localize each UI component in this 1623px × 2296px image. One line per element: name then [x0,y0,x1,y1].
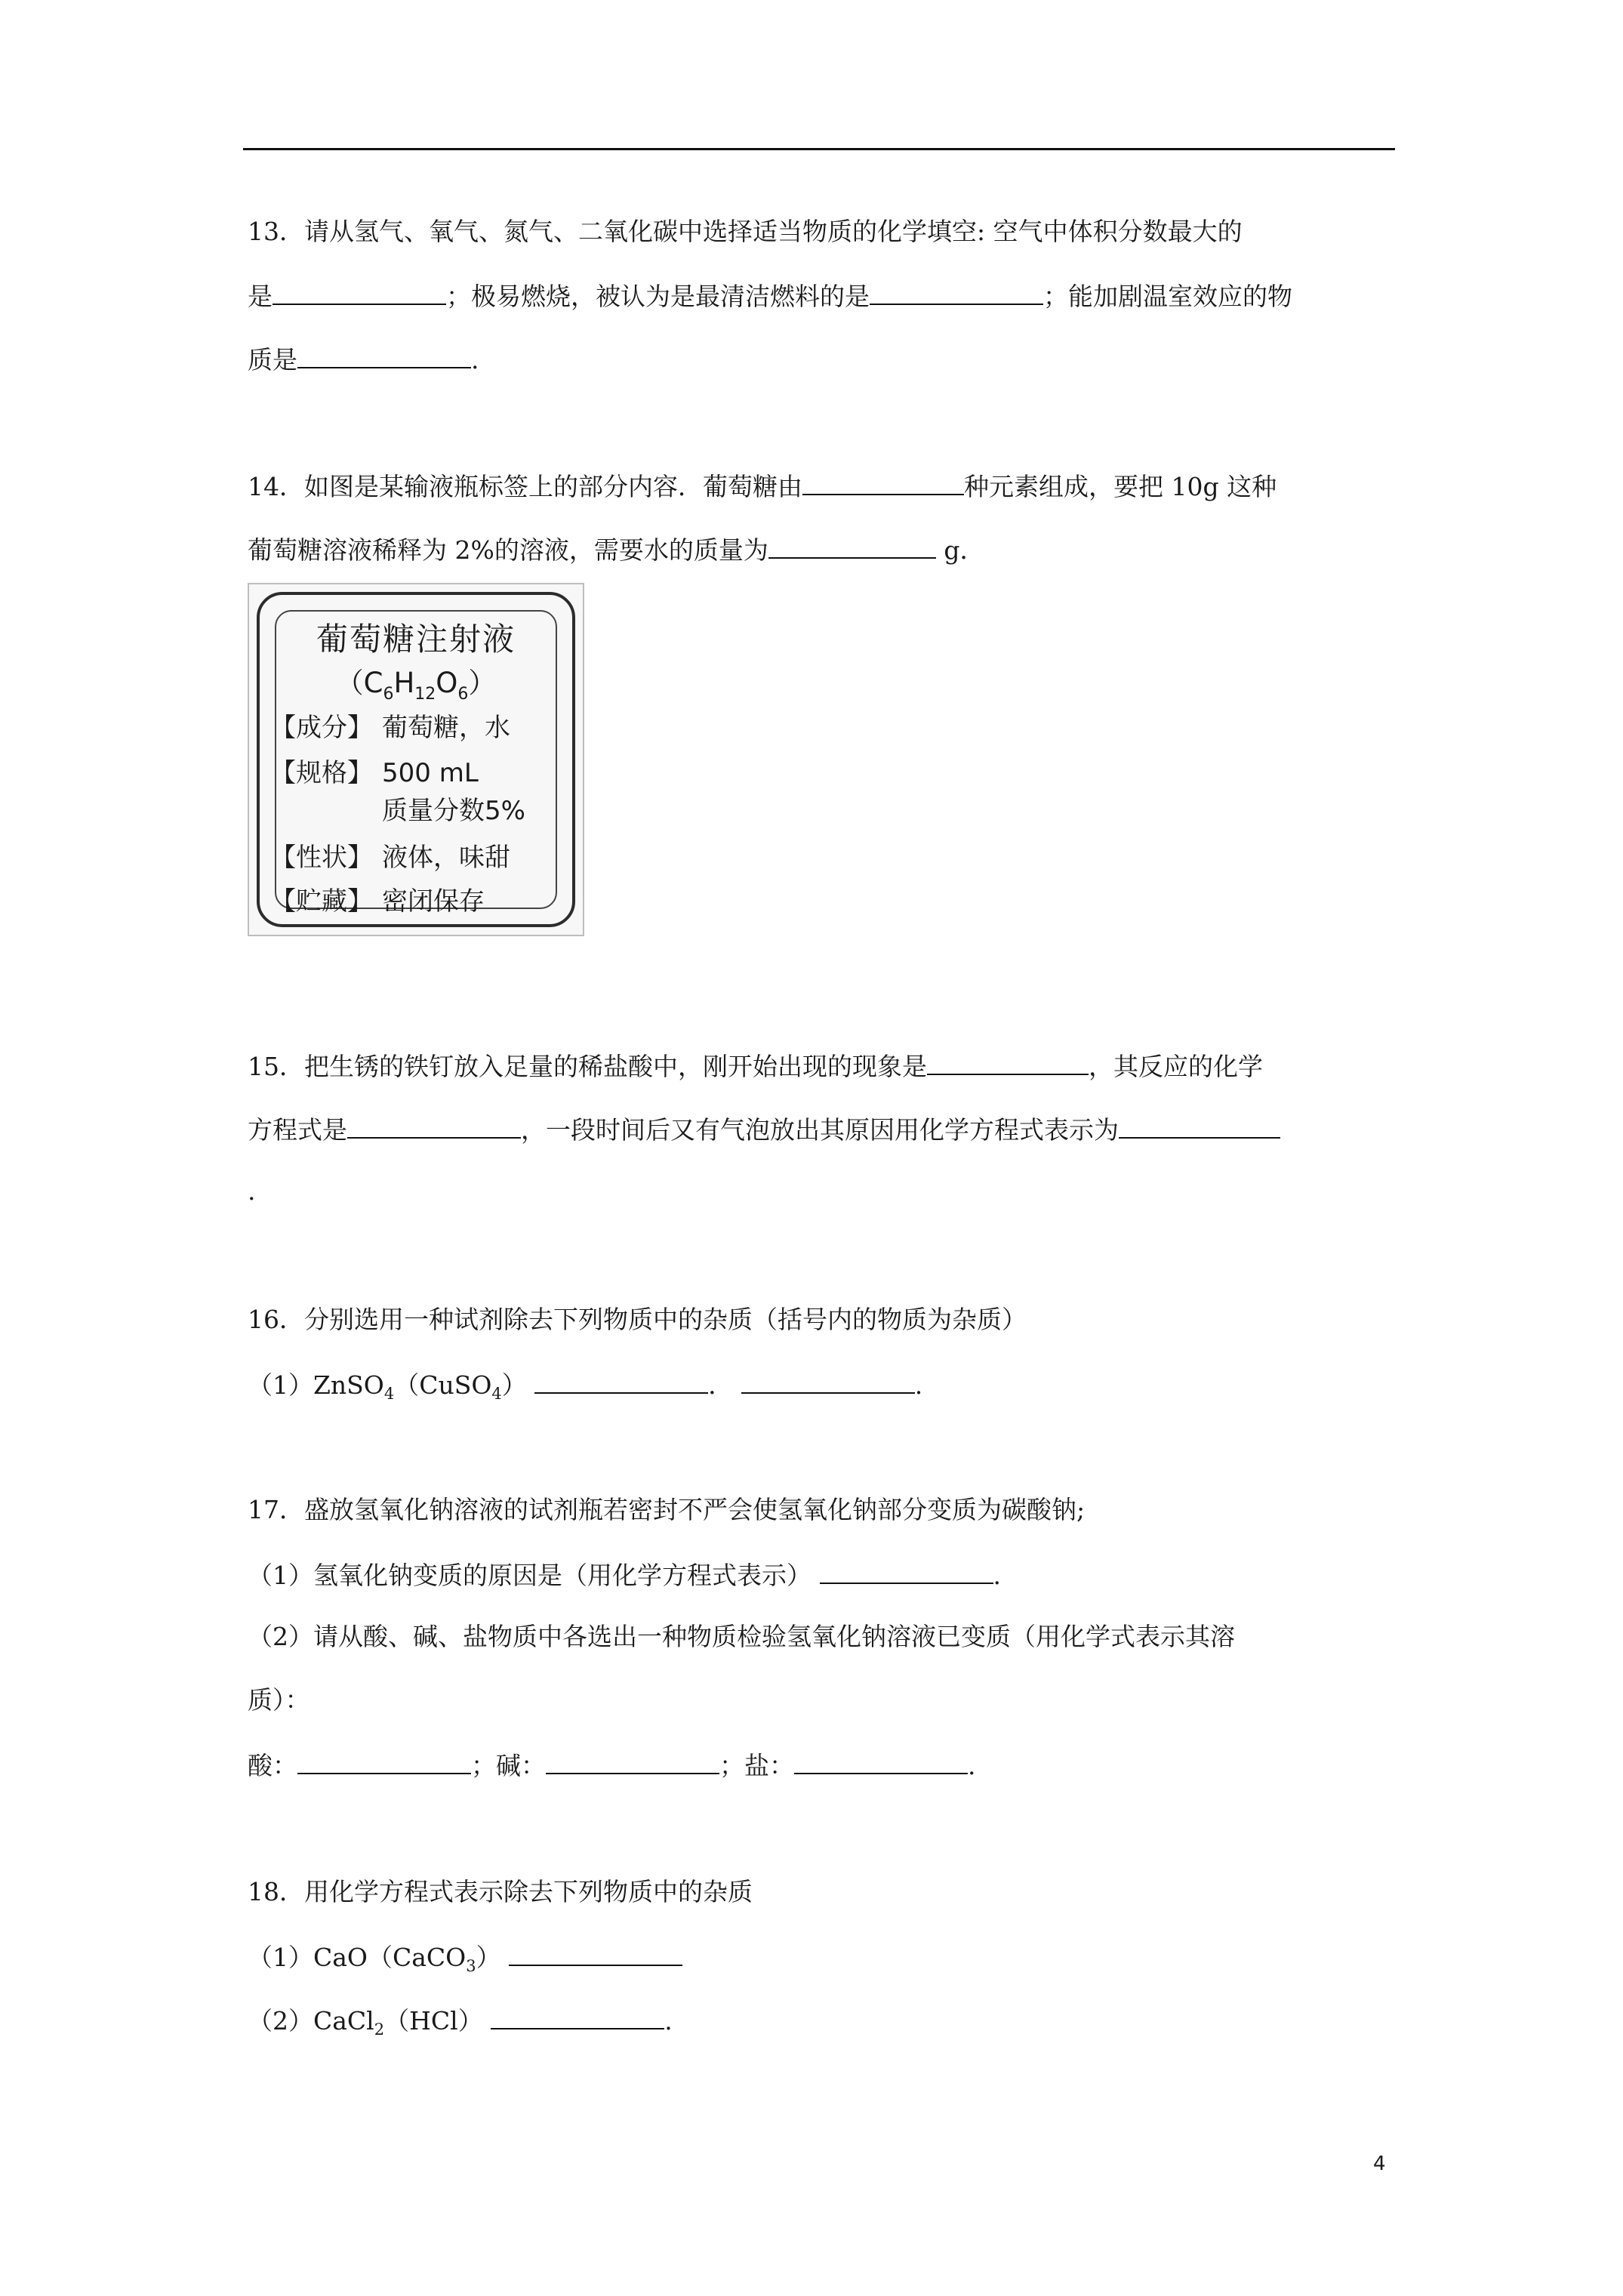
q15-line-2: 方程式是 ，一段时间后又有气泡放出其原因用化学方程式表示为 [248,1111,1280,1147]
q13-line-3: 质是 . [248,341,479,377]
q18-line-3: （2）CaCl$_2$（HCl） . [248,2002,673,2038]
label-spec-concentration: 质量分数5% [382,796,525,826]
q14-line-2: 葡萄糖溶液稀释为 2%的溶液，需要水的质量为 g． [248,532,984,567]
label-storage: 【贮藏】 密闭保存 [270,886,485,917]
answer-blank[interactable] [1119,1111,1280,1139]
infusion-label-image [248,583,584,936]
q17-line-4: 质）： [248,1685,310,1715]
q17-line-5: 酸： ；碱： ；盐： . [248,1747,976,1783]
q13-line-1 [248,215,1243,248]
q13-line-2: 是 ；极易燃烧，被认为是最清洁燃料的是 ；能加剧温室效应的物 [248,278,1292,313]
answer-blank[interactable] [273,278,446,305]
label-spec: 【规格】 500 mL [270,758,479,788]
q14-line-1: 14．如图是某输液瓶标签上的部分内容．葡萄糖由 种元素组成，要把 10g 这种 [248,468,1277,504]
label-formula: $(C_6H_{12}O_6)$ [335,667,497,704]
answer-blank[interactable] [546,1747,719,1774]
answer-blank[interactable] [491,2002,664,2029]
answer-blank[interactable] [534,1367,708,1394]
q13-text: 13．请从氢气、氧气、氮气、二氧化碳中选择适当物质的化学填空: 空气中体积分数最大的 [248,217,1243,246]
answer-blank[interactable] [768,532,936,559]
answer-blank[interactable] [794,1747,968,1774]
answer-blank[interactable] [297,1747,471,1774]
answer-blank[interactable] [802,468,964,495]
label-ingredients: 【成分】 葡萄糖，水 [270,713,510,743]
answer-blank[interactable] [347,1111,521,1139]
answer-blank[interactable] [509,1939,682,1966]
header-rule [243,148,1395,150]
q17-line-2: （1）氢氧化钠变质的原因是（用化学方程式表示） . [248,1557,1001,1592]
q15-line-3: . [248,1176,256,1206]
answer-blank[interactable] [820,1557,993,1584]
answer-blank[interactable] [870,278,1043,305]
q15-line-1: 15．把生锈的铁钉放入足量的稀盐酸中，刚开始出现的现象是 ，其反应的化学 [248,1048,1263,1083]
q16-line-1: 16．分别选用一种试剂除去下列物质中的杂质（括号内的物质为杂质） [248,1305,1027,1334]
q18-line-2: （1）CaO（CaCO$_3$） [248,1939,682,1974]
q17-line-1: 17．盛放氢氧化钠溶液的试剂瓶若密封不严会使氢氧化钠部分变质为碳酸钠; [248,1495,1086,1524]
q18-line-1: 18．用化学方程式表示除去下列物质中的杂质 [248,1877,753,1906]
label-properties: 【性状】 液体，味甜 [270,843,510,873]
q17-line-3: （2）请从酸、碱、盐物质中各选出一种物质检验氢氧化钠溶液已变质（用化学式表示其溶 [248,1622,1235,1651]
answer-blank[interactable] [927,1048,1089,1075]
page-number: 4 [1373,2153,1386,2175]
label-title: 葡萄糖注射液 [316,621,516,658]
q16-line-2: （1）ZnSO$_4$（CuSO$_4$） ． . [248,1367,922,1402]
answer-blank[interactable] [741,1367,915,1394]
answer-blank[interactable] [297,341,471,368]
